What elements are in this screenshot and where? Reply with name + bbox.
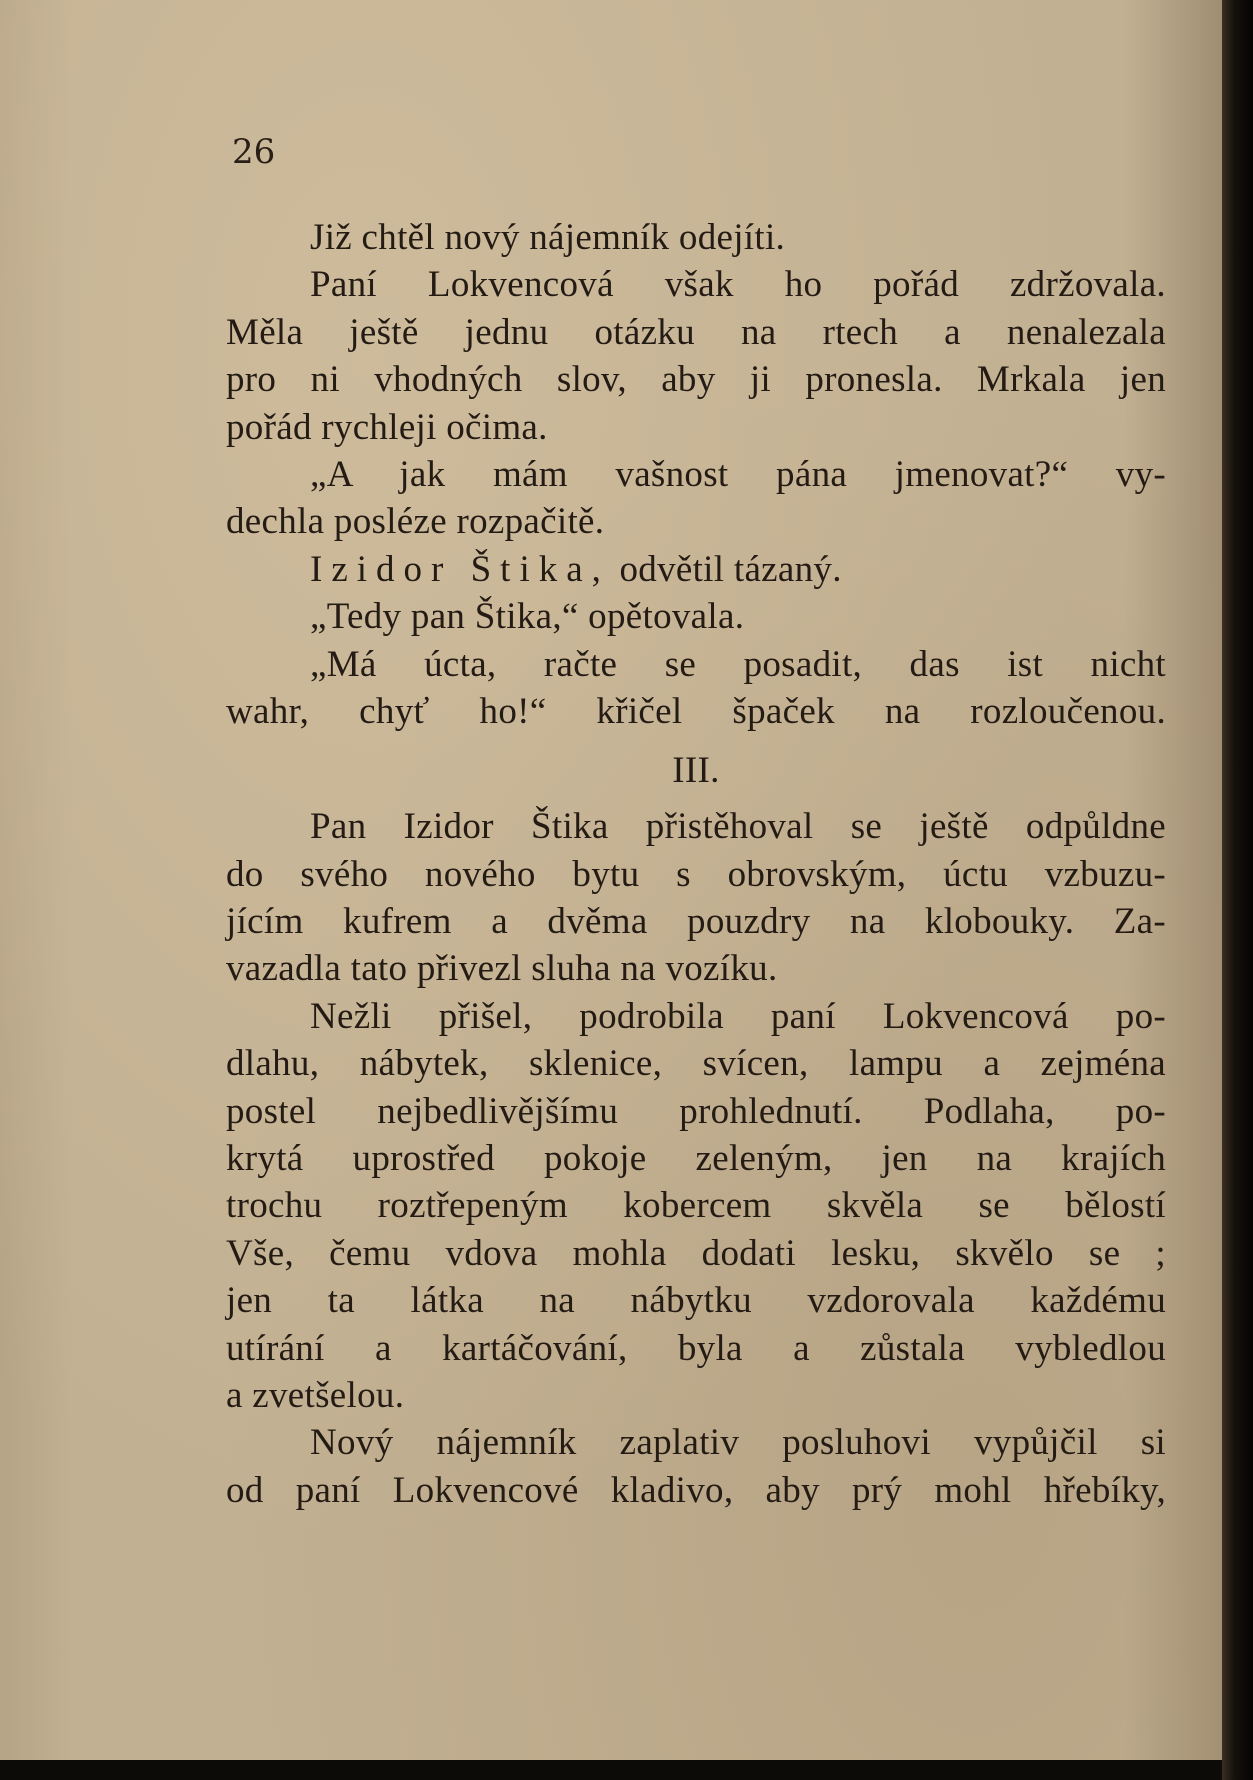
text-line: pořád rychleji očima. — [226, 406, 548, 448]
text-line: jen ta látka na nábytku vzdorovala každému — [226, 1280, 1166, 1322]
text-line: Již chtěl nový nájemník odejíti. — [310, 217, 786, 258]
text-line: utírání a kartáčování, byla a zůstala vybledlou — [226, 1327, 1166, 1369]
text-line: wahr, chyť ho!“ křičel špaček na rozloučenou. — [226, 690, 1166, 732]
book-binding-edge — [1222, 0, 1253, 1780]
chapter-heading: III. — [672, 750, 720, 792]
text-line: Nežli přišel, podrobila paní Lokvencová po- — [310, 995, 1166, 1037]
text-line: Pan Izidor Štika přistěhoval se ještě odpůldne — [310, 806, 1166, 848]
text-line — [226, 546, 1166, 593]
text-line: dechla posléze rozpačitě. — [226, 501, 605, 543]
text-line: dlahu, nábytek, sklenice, svícen, lampu a zejména — [226, 1043, 1166, 1085]
text-line: Nový nájemník zaplativ posluhovi vypůjčil si — [310, 1422, 1166, 1464]
text-line: Paní Lokvencová však ho pořád zdržovala. — [310, 264, 1166, 306]
text-line: Měla ještě jednu otázku na rtech a nenalezala — [226, 311, 1166, 353]
page-bottom-shadow — [0, 1760, 1222, 1780]
text-line: krytá uprostřed pokoje zeleným, jen na krajích — [226, 1138, 1166, 1180]
body-text — [226, 214, 1166, 1514]
text-line: vazadla tato přivezl sluha na vozíku. — [226, 948, 778, 990]
text-line: jícím kufrem a dvěma pouzdry na klobouky. Za- — [226, 901, 1166, 943]
spaced-name: Izidor Štika, — [310, 548, 610, 590]
text-line: od paní Lokvencové kladivo, aby prý mohl hřebíky, — [226, 1469, 1166, 1511]
text-line: „Tedy pan Štika,“ opětovala. — [310, 596, 745, 638]
text-line: do svého nového bytu s obrovským, úctu vzbuzu- — [226, 853, 1166, 895]
text-line: pro ni vhodných slov, aby ji pronesla. Mrkala jen — [226, 359, 1166, 401]
text-fragment: odvětil tázaný. — [619, 548, 842, 590]
text-line: Vše, čemu vdova mohla dodati lesku, skvělo se ; — [226, 1232, 1166, 1274]
text-line: „Má úcta, račte se posadit, das ist nicht — [310, 643, 1166, 685]
text-line: trochu roztřepeným kobercem skvěla se bělostí — [226, 1185, 1166, 1227]
text-line: „A jak mám vašnost pána jmenovat?“ vy- — [310, 453, 1166, 495]
text-line: a zvetšelou. — [226, 1374, 405, 1416]
page-number: 26 — [232, 132, 276, 172]
text-line: postel nejbedlivějšímu prohlednutí. Podlaha, po- — [226, 1090, 1166, 1132]
